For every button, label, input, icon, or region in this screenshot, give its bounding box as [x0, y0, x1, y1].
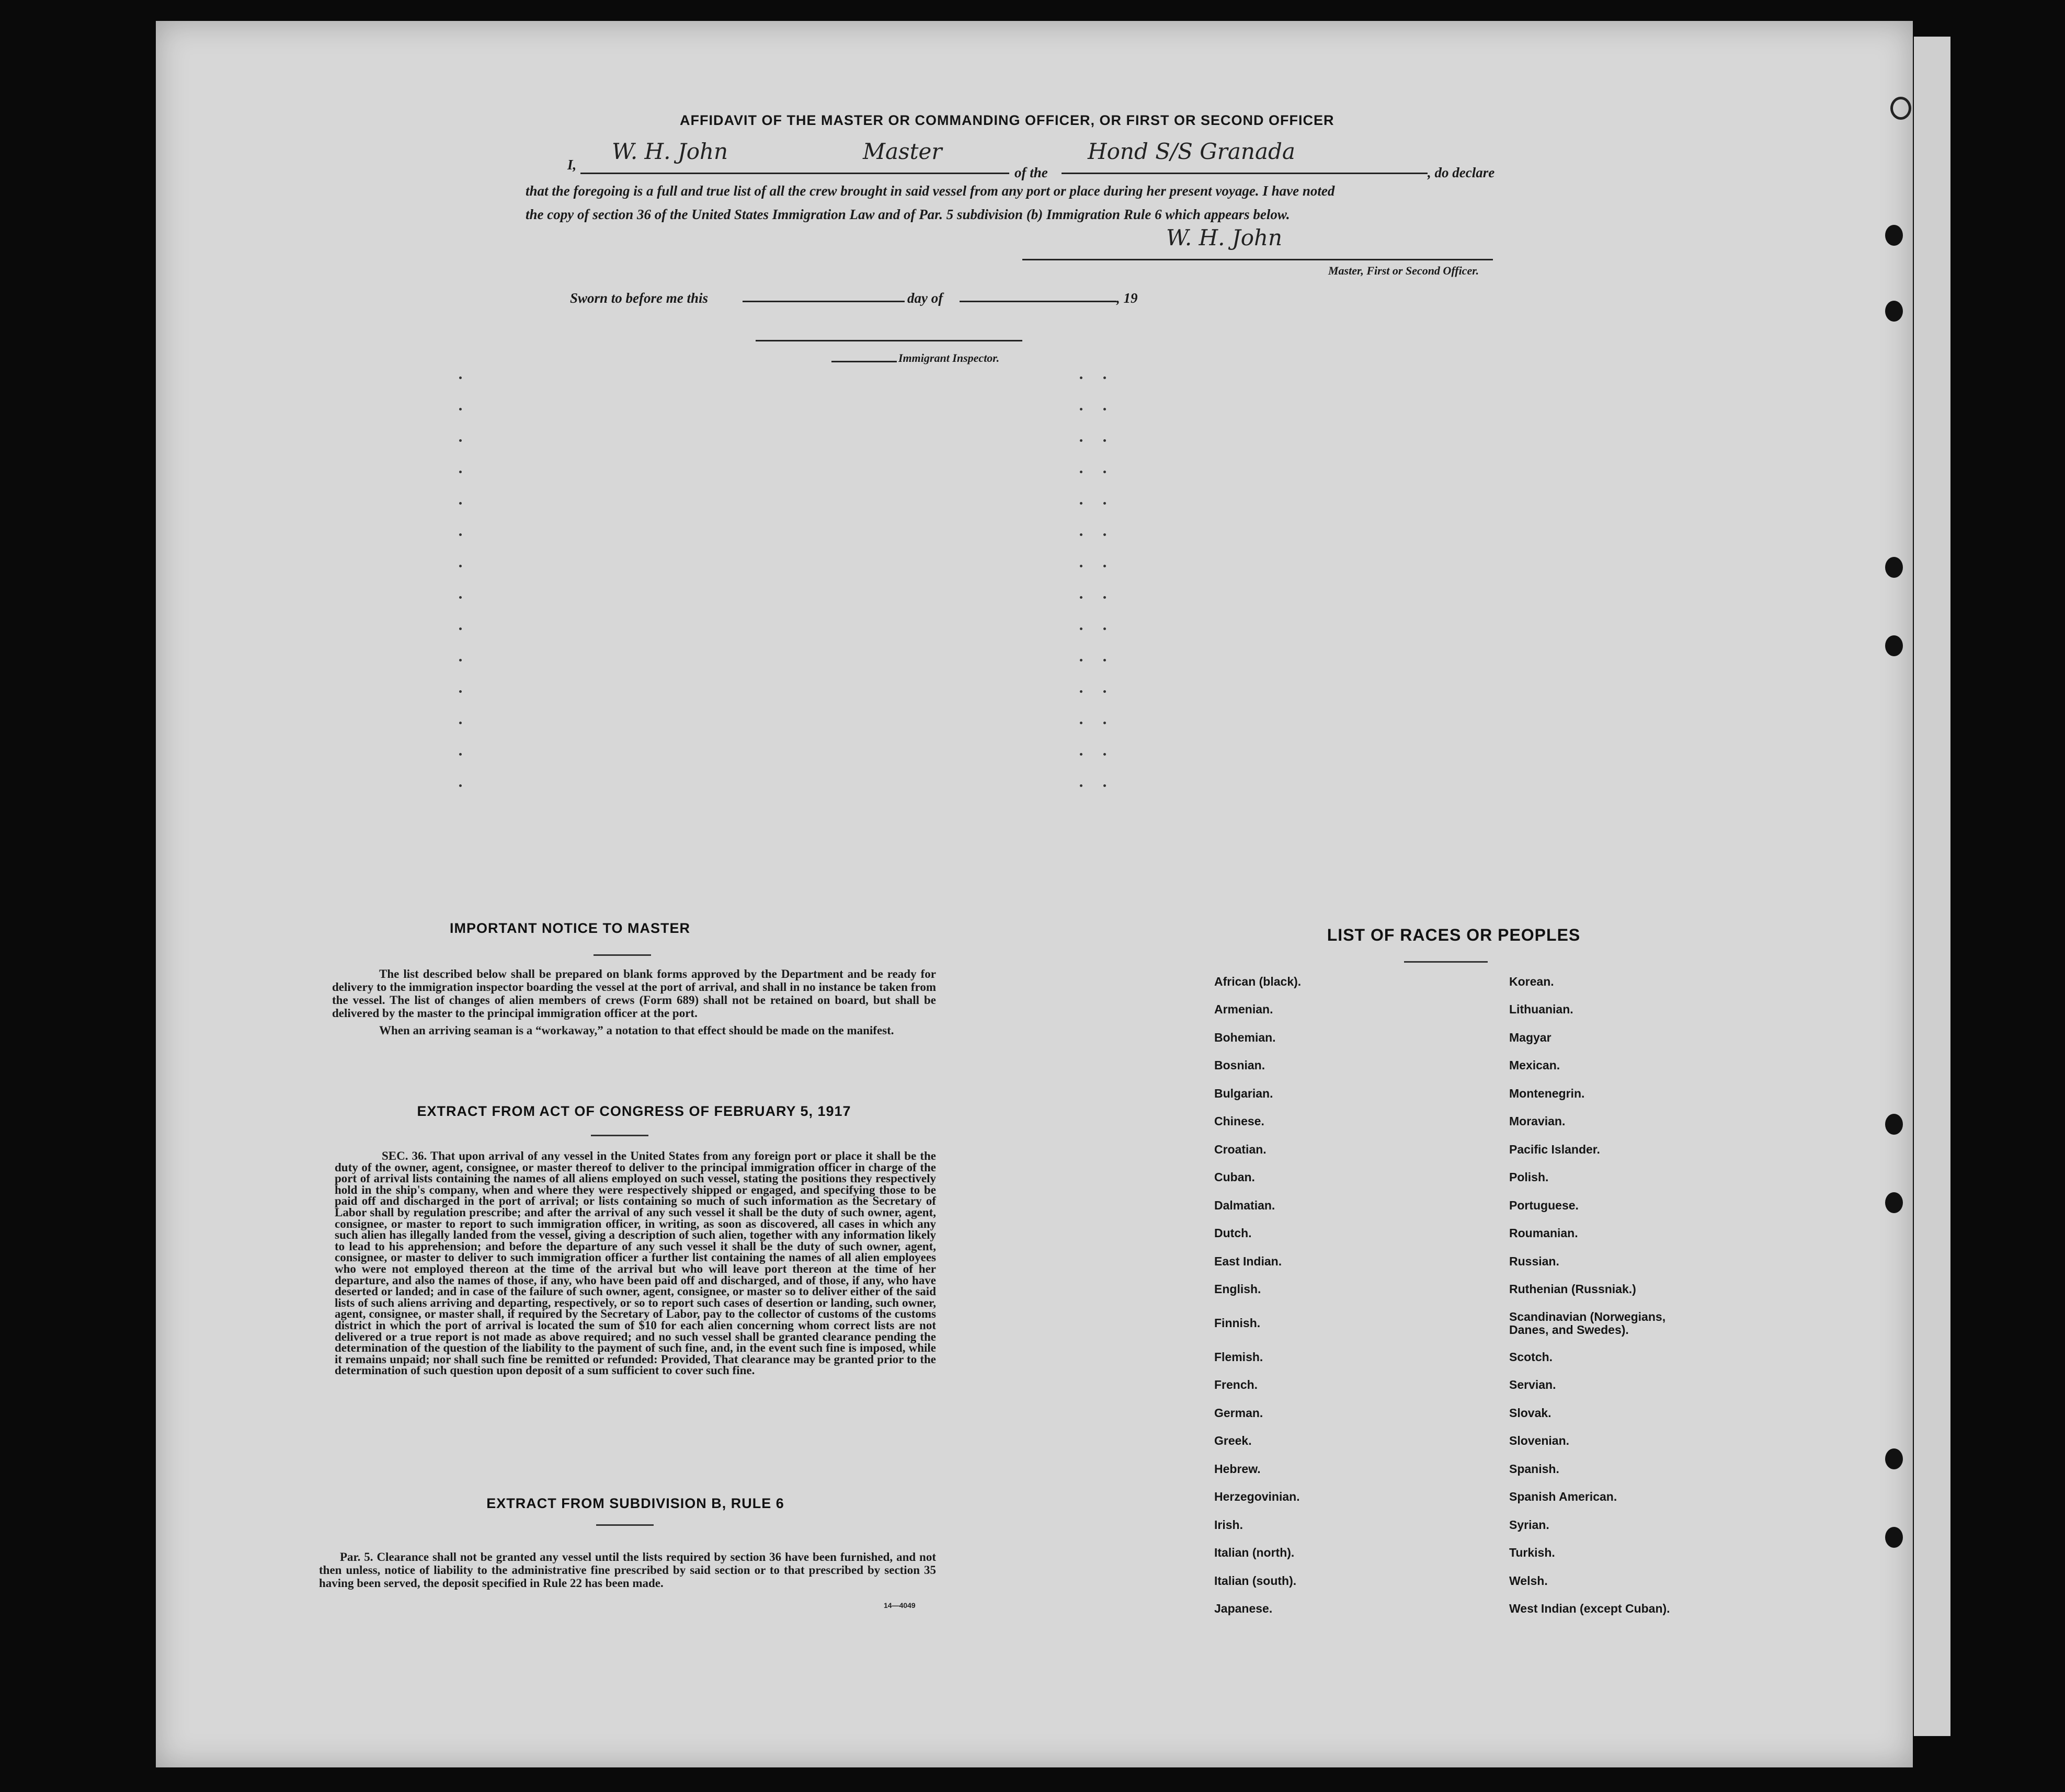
year-label: , 19 — [1116, 290, 1138, 306]
ruling-dot — [1103, 784, 1106, 787]
race-item: Scandinavian (Norwegians, Danes, and Swedes). — [1509, 1310, 1666, 1337]
ruling-dot — [1103, 533, 1106, 536]
race-item: Korean. — [1509, 975, 1554, 988]
ruling-dot — [1080, 627, 1082, 630]
do-declare-label: , do declare — [1428, 165, 1495, 180]
handwritten-vessel: Hond S/S Granada — [1088, 139, 1295, 164]
notice-para2: When an arriving seaman is a “workaway,” a notation to that effect should be made on the manifest. — [379, 1024, 894, 1037]
ruling-dot — [1080, 565, 1082, 567]
par5-text: Par. 5. Clearance shall not be granted any vessel until the lists required by section 36 have been furnished, and not then unless, notice of liability to the administrative fine prescribed by said section or to that prescribed by section 35 having been served, the deposit specified in Rule 22 has been made. — [319, 1550, 936, 1590]
signature-line — [1022, 259, 1493, 260]
ruling-dot — [459, 565, 462, 567]
ruling-dot — [459, 502, 462, 505]
sworn-month-line — [960, 301, 1116, 302]
affidavit-line2: that the foregoing is a full and true list of all the crew brought in said vessel from any port or place during her present voyage. I have noted — [526, 183, 1335, 199]
ruling-dot — [1103, 376, 1106, 379]
binder-hole — [1885, 225, 1903, 246]
ruling-dot — [459, 659, 462, 661]
ruling-dot — [1103, 659, 1106, 661]
notice-heading: IMPORTANT NOTICE TO MASTER — [450, 920, 690, 936]
race-item: French. — [1214, 1378, 1258, 1391]
race-item: Herzegovinian. — [1214, 1490, 1300, 1503]
race-item: Dutch. — [1214, 1226, 1252, 1240]
ruling-dot — [459, 533, 462, 536]
ruling-dot — [1080, 439, 1082, 442]
binder-hole-ring — [1890, 97, 1911, 120]
heading-rule — [591, 1135, 648, 1136]
race-item: Scotch. — [1509, 1350, 1553, 1364]
ruling-dot — [1080, 596, 1082, 599]
race-item: Hebrew. — [1214, 1462, 1261, 1476]
race-item: Croatian. — [1214, 1143, 1267, 1156]
race-item: Ruthenian (Russniak.) — [1509, 1282, 1636, 1296]
form-number: 14—4049 — [884, 1601, 916, 1610]
race-item: Pacific Islander. — [1509, 1143, 1600, 1156]
race-item: Bohemian. — [1214, 1031, 1276, 1044]
race-item: Italian (south). — [1214, 1574, 1297, 1588]
race-item: Portuguese. — [1509, 1199, 1579, 1212]
race-item: Russian. — [1509, 1254, 1559, 1268]
day-of-label: day of — [907, 290, 943, 306]
race-item: Montenegrin. — [1509, 1087, 1585, 1100]
binder-hole — [1885, 301, 1903, 322]
vessel-line — [1062, 173, 1428, 174]
ruling-dot — [1080, 659, 1082, 661]
race-item: Polish. — [1509, 1170, 1549, 1184]
ruling-dot — [1103, 753, 1106, 756]
ruling-dot — [1080, 408, 1082, 410]
ruling-dot — [459, 471, 462, 473]
race-item: Greek. — [1214, 1434, 1252, 1447]
handwritten-name: W. H. John — [612, 139, 728, 164]
race-item: Moravian. — [1509, 1114, 1566, 1128]
ruling-dot — [1080, 376, 1082, 379]
handwritten-rank: Master — [863, 139, 942, 164]
race-item: Lithuanian. — [1509, 1002, 1573, 1016]
binder-hole — [1885, 635, 1903, 656]
race-item: Servian. — [1509, 1378, 1556, 1391]
ruling-dot — [459, 627, 462, 630]
ruling-dot — [1103, 502, 1106, 505]
race-item: Spanish American. — [1509, 1490, 1617, 1503]
race-item: Slovenian. — [1509, 1434, 1570, 1447]
sworn-day-line — [743, 301, 905, 302]
section-36-block — [335, 1150, 936, 1376]
race-item: Flemish. — [1214, 1350, 1263, 1364]
race-item: Slovak. — [1509, 1406, 1551, 1420]
ruling-dot — [459, 753, 462, 756]
ruling-dot — [1080, 533, 1082, 536]
heading-rule — [1404, 961, 1488, 963]
inspector-line — [756, 340, 1022, 341]
race-item: Cuban. — [1214, 1170, 1255, 1184]
affidavit-i-label: I, — [567, 157, 577, 173]
ruling-dot — [1103, 596, 1106, 599]
race-item: Irish. — [1214, 1518, 1243, 1532]
heading-rule — [596, 1524, 654, 1526]
races-heading: LIST OF RACES OR PEOPLES — [1327, 926, 1581, 944]
notice-body — [332, 967, 936, 1037]
ruling-dot — [1103, 439, 1106, 442]
ruling-dot — [1080, 471, 1082, 473]
ruling-dot — [1080, 784, 1082, 787]
ruling-dot — [1103, 565, 1106, 567]
affidavit-title: AFFIDAVIT OF THE MASTER OR COMMANDING OFFICER, OR FIRST OR SECOND OFFICER — [680, 112, 1334, 128]
binder-hole — [1885, 1448, 1903, 1469]
race-item: African (black). — [1214, 975, 1302, 988]
ruling-dot — [1103, 627, 1106, 630]
race-item: Magyar — [1509, 1031, 1551, 1044]
ruling-dot — [1103, 471, 1106, 473]
ruling-dot — [459, 596, 462, 599]
heading-rule — [594, 954, 651, 956]
ruling-dot — [1080, 502, 1082, 505]
race-item: Finnish. — [1214, 1316, 1261, 1330]
ruling-dot — [459, 376, 462, 379]
signature-caption: Master, First or Second Officer. — [1328, 264, 1479, 277]
sworn-label: Sworn to before me this — [570, 290, 709, 306]
race-item: East Indian. — [1214, 1254, 1282, 1268]
race-item: Bosnian. — [1214, 1058, 1265, 1072]
race-item: Dalmatian. — [1214, 1199, 1275, 1212]
race-item: Spanish. — [1509, 1462, 1559, 1476]
ruling-dot — [1103, 722, 1106, 724]
ruling-dot — [1080, 722, 1082, 724]
race-item: Japanese. — [1214, 1602, 1273, 1615]
inspector-caption: Immigrant Inspector. — [898, 351, 1000, 364]
binder-hole — [1885, 1192, 1903, 1213]
race-item: English. — [1214, 1282, 1261, 1296]
binder-hole — [1885, 1527, 1903, 1548]
extract-rule-heading: EXTRACT FROM SUBDIVISION B, RULE 6 — [486, 1496, 784, 1511]
inspector-short-line — [831, 361, 897, 362]
race-item: Italian (north). — [1214, 1546, 1295, 1559]
section-36-text: SEC. 36. That upon arrival of any vessel in the United States from any foreign port or place it shall be the duty of the owner, agent, consignee, or master thereof to deliver to the principal immigration officer in charge of the port of arrival lists containing the names of all aliens employed on such vessel, stating the positions they respectively hold in the ship's company, when and where they were respectively shipped or engaged, and specifying those to be paid off and discharged in the port of arrival; or lists containing so much of such information as the Secretary of Labor shall by regulation prescribe; and after the arrival of any such vessel it shall be the duty of such owner, agent, consignee, or master to report to such immigration officer, in writing, as soon as discovered, all cases in which any such alien has illegally landed from the vessel, giving a description of such alien, together with any information likely to lead to his apprehension; and before the departure of any such vessel it shall be the duty of such owner, agent, consignee, or master to deliver to such immigration officer a further list containing the names of all alien employees who were not employed thereon at the time of the arrival but who will leave port thereon at the time of her departure, and also the names of those, if any, who have been paid off and discharged, and of those, if any, who have deserted or landed; and in case of the failure of such owner, agent, consignee, or master so to deliver either of the said lists of such aliens arriving and departing, respectively, or so to report such cases of desertion or landing, such owner, agent, consignee, or master shall, if required by the Secretary of Labor, pay to the collector of customs of the customs district in which the port of arrival is located the sum of $10 for each alien concerning whom correct lists are not delivered or a true report is not made as above required; and no such vessel shall be granted clearance pending the determination of the question of the liability to the payment of such fine, and, in the event such fine is imposed, while it remains unpaid; nor shall such fine be remitted or refunded: Provided, That clearance may be granted prior to the determination of such question upon deposit of a sum sufficient to cover such fine. — [335, 1149, 936, 1377]
handwritten-signature: W. H. John — [1166, 225, 1283, 250]
of-the-label: of the — [1014, 165, 1048, 180]
ruling-dot — [1080, 690, 1082, 693]
race-item: Armenian. — [1214, 1002, 1273, 1016]
race-item: West Indian (except Cuban). — [1509, 1602, 1670, 1615]
race-item: German. — [1214, 1406, 1263, 1420]
race-item: Roumanian. — [1509, 1226, 1578, 1240]
ruling-dot — [1103, 408, 1106, 410]
notice-para1: The list described below shall be prepared on blank forms approved by the Department and be ready for delivery to the immigration inspector boarding the vessel at the port of arrival, and shall in no instance be taken from the vessel. The list of changes of alien members of crews (Form 689) shall not be retained on board, but shall be delivered by the master to the principal immigration officer at the port. — [332, 967, 936, 1020]
race-item: Bulgarian. — [1214, 1087, 1273, 1100]
binder-hole — [1885, 557, 1903, 578]
extract-act-heading: EXTRACT FROM ACT OF CONGRESS OF FEBRUARY 5, 1917 — [417, 1103, 851, 1119]
binder-hole — [1885, 1114, 1903, 1135]
race-item: Chinese. — [1214, 1114, 1264, 1128]
ruling-dot — [459, 439, 462, 442]
race-item: Mexican. — [1509, 1058, 1560, 1072]
race-item: Turkish. — [1509, 1546, 1555, 1559]
ruling-dot — [459, 722, 462, 724]
race-item: Welsh. — [1509, 1574, 1548, 1588]
name-line — [580, 173, 1009, 174]
par5-block — [319, 1550, 936, 1590]
affidavit-line3: the copy of section 36 of the United States Immigration Law and of Par. 5 subdivision (b) Immigration Rule 6 which appears below. — [526, 207, 1290, 222]
ruling-dot — [1103, 690, 1106, 693]
page-edge — [1914, 37, 1950, 1736]
ruling-dot — [1080, 753, 1082, 756]
race-item: Syrian. — [1509, 1518, 1549, 1532]
ruling-dot — [459, 784, 462, 787]
ruling-dot — [459, 408, 462, 410]
ruling-dot — [459, 690, 462, 693]
